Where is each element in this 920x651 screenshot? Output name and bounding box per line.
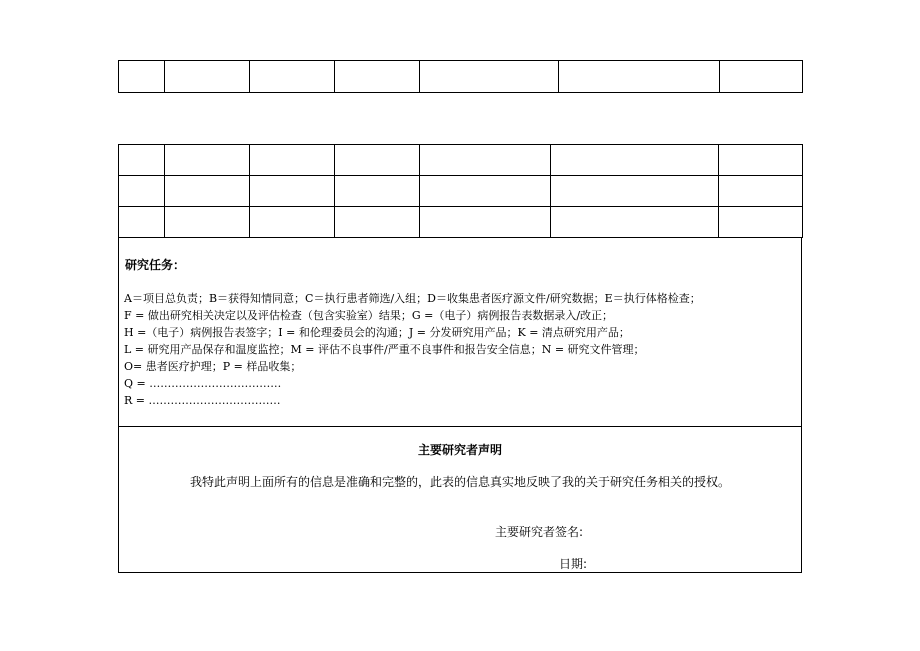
study-tasks-section (118, 238, 802, 427)
table-cell[interactable] (119, 176, 165, 207)
delegation-table-main (118, 144, 803, 238)
table-cell[interactable] (551, 207, 719, 238)
delegation-table-top (118, 60, 803, 93)
table-cell[interactable] (420, 61, 559, 93)
table-cell[interactable] (420, 145, 551, 176)
table-row (119, 176, 803, 207)
task-legend-line: O= 患者医疗护理；P = 样品收集； (124, 360, 302, 373)
task-legend-line: Q = ……………………………… (124, 377, 282, 390)
table-cell[interactable] (250, 176, 335, 207)
pi-declaration-section (118, 426, 802, 573)
table-cell[interactable] (551, 176, 719, 207)
table-row (119, 145, 803, 176)
table-cell[interactable] (720, 61, 803, 93)
table-cell[interactable] (250, 207, 335, 238)
table-cell[interactable] (119, 207, 165, 238)
declaration-text: 我特此声明上面所有的信息是准确和完整的，此表的信息真实地反映了我的关于研究任务相关的授权。 (189, 475, 730, 489)
table-cell[interactable] (719, 176, 803, 207)
table-row (119, 61, 803, 93)
task-legend-line: H =（电子）病例报告表签字；I = 和伦理委员会的沟通；J = 分发研究用产品；K = 清点研究用产品； (124, 326, 630, 339)
table-cell[interactable] (719, 207, 803, 238)
task-legend-line: R = ……………………………… (124, 394, 281, 407)
signature-label: 主要研究者签名: (495, 525, 584, 539)
table-row (119, 207, 803, 238)
table-cell[interactable] (335, 207, 420, 238)
table-cell[interactable] (165, 176, 250, 207)
table-cell[interactable] (165, 61, 250, 93)
table-cell[interactable] (119, 61, 165, 93)
task-legend-line: A＝项目总负责；B＝获得知情同意；C＝执行患者筛选/入组；D＝收集患者医疗源文件/研究数据；E＝执行体格检查； (124, 292, 701, 305)
study-tasks-legend (124, 290, 797, 409)
table-cell[interactable] (559, 61, 720, 93)
table-cell[interactable] (420, 207, 551, 238)
study-tasks-title: 研究任务： (125, 258, 186, 272)
task-legend-line: F = 做出研究相关决定以及评估检查（包含实验室）结果；G =（电子）病例报告表数据录入/改正； (124, 309, 614, 322)
table-cell[interactable] (165, 207, 250, 238)
table-cell[interactable] (335, 176, 420, 207)
table-cell[interactable] (335, 145, 420, 176)
table-cell[interactable] (165, 145, 250, 176)
table-cell[interactable] (719, 145, 803, 176)
table-cell[interactable] (250, 145, 335, 176)
task-legend-line: L = 研究用产品保存和温度监控；M = 评估不良事件/严重不良事件和报告安全信息；N = 研究文件管理； (124, 343, 645, 356)
table-cell[interactable] (551, 145, 719, 176)
table-cell[interactable] (119, 145, 165, 176)
date-label: 日期: (559, 557, 588, 571)
table-cell[interactable] (335, 61, 420, 93)
declaration-title: 主要研究者声明 (417, 443, 502, 457)
table-cell[interactable] (250, 61, 335, 93)
table-cell[interactable] (420, 176, 551, 207)
